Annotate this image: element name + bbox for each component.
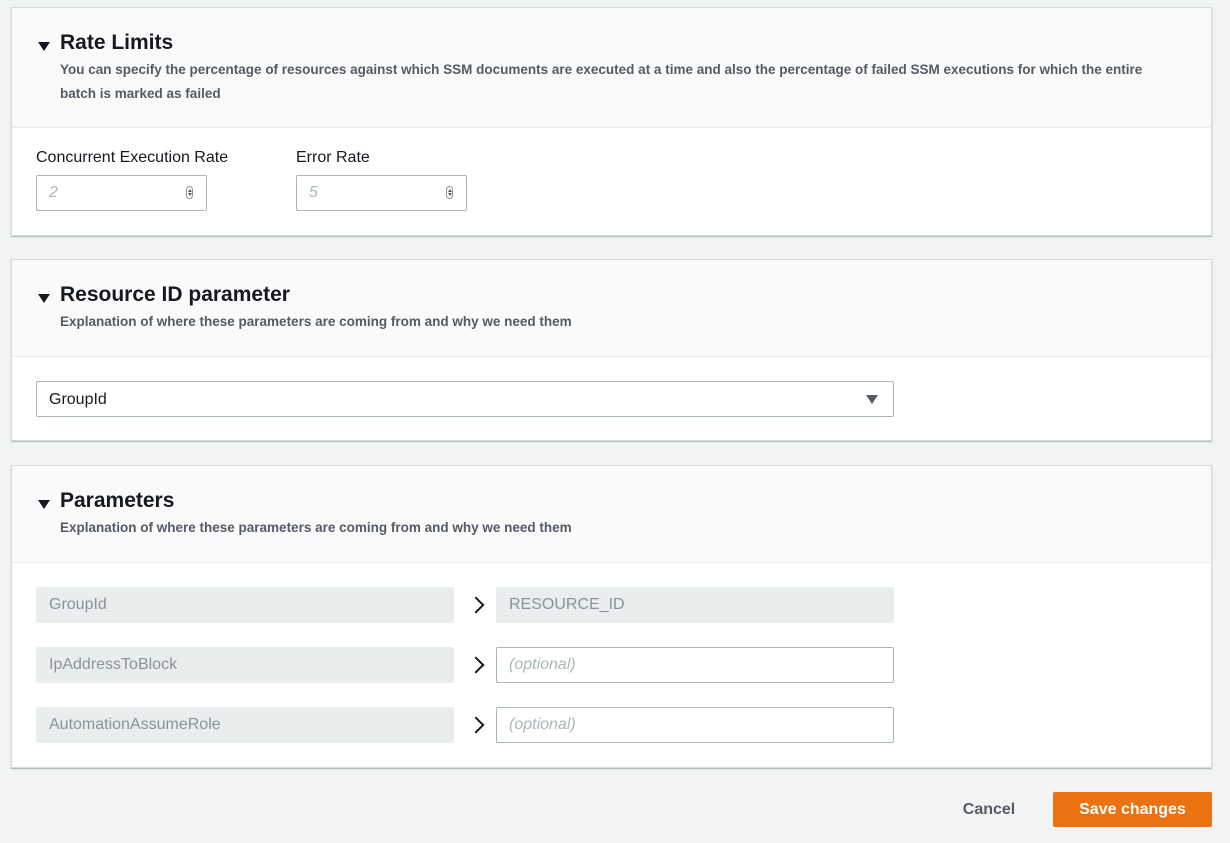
chevron-right-icon — [468, 657, 485, 674]
parameter-name: IpAddressToBlock — [49, 656, 178, 673]
parameters-header[interactable] — [12, 466, 1211, 563]
ip-address-to-block-input[interactable] — [496, 647, 894, 683]
error-rate-label: Error Rate — [296, 149, 370, 166]
chevron-right-icon — [468, 597, 485, 614]
parameter-name-field — [36, 587, 454, 623]
chevron-right-icon — [468, 717, 485, 734]
input-placeholder: (optional) — [509, 656, 576, 673]
parameters-panel — [11, 465, 1212, 768]
error-rate-input[interactable] — [296, 175, 467, 211]
panel-description: Explanation of where these parameters are coming from and why we need them — [60, 314, 572, 329]
parameter-name: AutomationAssumeRole — [49, 716, 221, 733]
panel-title: Resource ID parameter — [60, 283, 290, 306]
resource-id-panel — [11, 259, 1212, 441]
concurrent-execution-rate-label: Concurrent Execution Rate — [36, 149, 229, 166]
parameter-value: RESOURCE_ID — [509, 596, 625, 613]
collapse-caret-icon[interactable] — [38, 294, 50, 303]
collapse-caret-icon[interactable] — [38, 42, 50, 51]
automation-assume-role-input[interactable] — [496, 707, 894, 743]
dropdown-arrow-icon[interactable] — [866, 395, 878, 404]
parameter-name-field — [36, 647, 454, 683]
parameter-name: GroupId — [49, 596, 107, 613]
parameter-name-field — [36, 707, 454, 743]
input-placeholder: 5 — [309, 184, 318, 201]
resource-id-select[interactable] — [36, 381, 894, 417]
panel-description: Explanation of where these parameters are coming from and why we need them — [60, 520, 572, 535]
input-placeholder: 2 — [49, 184, 58, 201]
rate-limits-panel — [11, 7, 1212, 236]
panel-title: Parameters — [60, 489, 175, 512]
cancel-button[interactable]: Cancel — [962, 801, 1016, 818]
rate-limits-header[interactable] — [12, 8, 1211, 128]
input-placeholder: (optional) — [509, 716, 576, 733]
panel-title: Rate Limits — [60, 31, 174, 54]
save-changes-button[interactable]: Save changes — [1053, 792, 1212, 827]
concurrent-execution-rate-input[interactable] — [36, 175, 207, 211]
resource-id-header[interactable] — [12, 260, 1211, 357]
selected-value: GroupId — [49, 391, 107, 408]
spinner-icon[interactable] — [446, 186, 453, 199]
parameter-value-field — [496, 587, 894, 623]
spinner-icon[interactable] — [186, 186, 193, 199]
collapse-caret-icon[interactable] — [38, 500, 50, 509]
panel-description: You can specify the percentage of resources against which SSM documents are executed at a time and also the percentage of failed SSM executions for which the entire batch is marked as failed — [60, 62, 1143, 101]
